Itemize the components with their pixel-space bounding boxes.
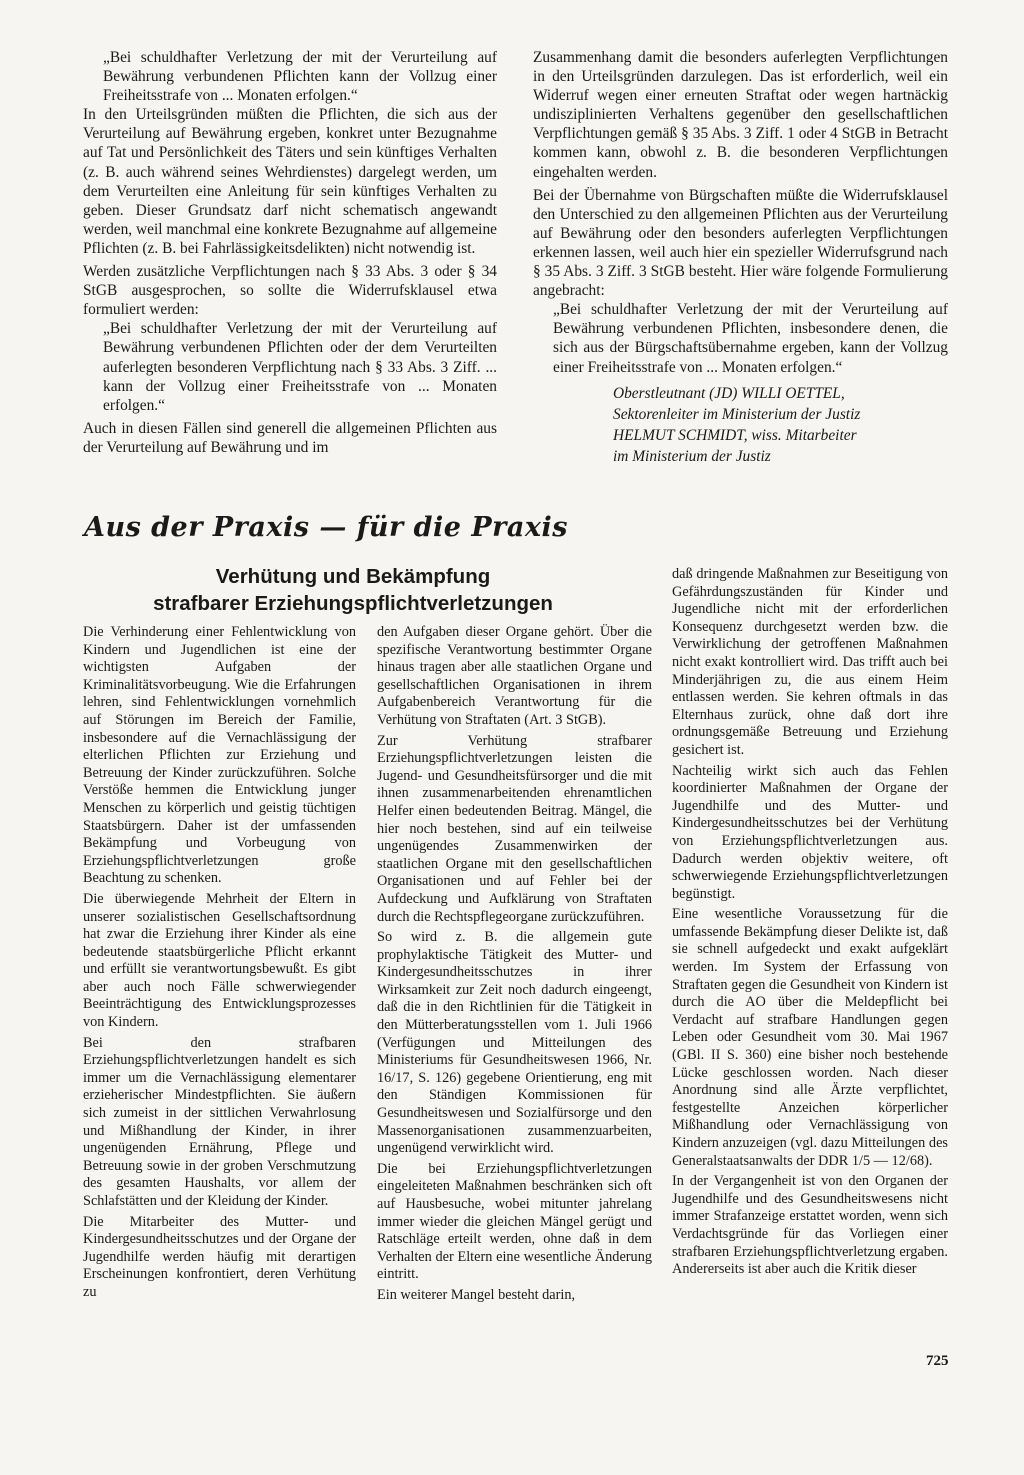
body-paragraph: So wird z. B. die allgemein gute prophylaktische Tätigkeit des Mutter- und Kindergesundheitsschutzes in ihrer Wirksamkeit zur Zeit noch dadurch eingeengt, daß die in den Richtlinien für die Tätigkeit in den Mütterberatungsstellen vom 1. Juli 1966 (Verfügungen und Mitteilungen des Ministeriums für Gesundheitswesen 1966, Nr. 16/17, S. 126) gegebene Orientierung, eng mit den Ständigen Kommissionen für Gesundheitswesen und Sozialfürsorge und den Massenorganisationen zusammenzuarbeiten, ungenügend verwirklicht wird. [377,929,652,1157]
section-rubric: Aus der Praxis — für die Praxis [84,512,568,543]
body-paragraph: Die bei Erziehungspflichtverletzungen eingeleiteten Maßnahmen beschränken sich oft auf Hausbesuche, wobei mitunter jahrelang immer wieder die gleichen Mängel gerügt und Ratschläge erteilt werden, ohne daß in dem Verhalten der Eltern eine wesentliche Änderung eintritt. [377,1160,652,1283]
article-headline [84,563,622,617]
top-left-column [83,48,497,457]
body-paragraph: Eine wesentliche Voraussetzung für die umfassende Bekämpfung dieser Delikte ist, daß sie schnell aufgedeckt und exakt aufgeklärt werden. Im System der Erfassung von Straftaten gegen die Gesundheit von Kindern ist durch die AO über die Meldepflicht bei Verdacht auf strafbare Handlungen gegen Leben oder Gesundheit vom 30. Mai 1967 (GBl. II S. 360) eine bisher noch bestehende Lücke geschlossen worden. Nach dieser Anordnung sind alle Ärzte verpflichtet, festgestellte Anzeichen körperlicher Mißhandlung oder Vernachlässigung von Kindern anzuzeigen (vgl. dazu Mitteilungen des Generalstaatsanwalts der DDR 1/5 — 12/68). [672,906,948,1169]
headline-line: Verhütung und Bekämpfung [215,565,491,588]
body-paragraph: Die Mitarbeiter des Mutter- und Kindergesundheitsschutzes und der Organe der Jugendhilfe werden häufig mit derartigen Erscheinungen konfrontiert, deren Verhütung zu [83,1213,356,1300]
top-right-column [533,48,948,467]
author-line: Oberstleutnant (JD) WILLI OETTEL, [613,384,845,402]
author-line: Sektorenleiter im Ministerium der Justiz [613,405,861,423]
article-column-1 [83,624,356,1302]
body-paragraph: In den Urteilsgründen müßten die Pflichten, die sich aus der Verurteilung auf Bewährung ergeben, konkret unter Bezugnahme auf Tat und Persönlichkeit des Täters und sein künftiges Verhalten (z. B. auch während seines Wehrdienstes) dargelegt werden, um dem Verurteilten eine Anleitung für sein künftiges Verhalten zu geben. Dieser Grundsatz darf nicht schematisch angewandt werden, weil manchmal eine konkrete Bezugnahme auf allgemeine Pflichten (z. B. bei Fahrlässigkeitsdelikten) nicht notwendig ist. [83,106,497,257]
body-paragraph: Ein weiterer Mangel besteht darin, [377,1286,576,1303]
body-paragraph: In der Vergangenheit ist von den Organen der Jugendhilfe und des Gesundheitswesens nicht immer Strafanzeige erstattet worden, wenn sich Verdachtsgründe für das Vorliegen einer strafbaren Erziehungspflichtverletzung ergaben. Andererseits ist aber auch die Kritik dieser [672,1173,948,1278]
body-paragraph: Bei den strafbaren Erziehungspflichtverletzungen handelt es sich immer um die Vernachlässigung elementarer erzieherischer Mindestpflichten. Sie äußern sich zumeist in der sittlichen Verwahrlosung und Mißhandlung der Kinder, in ihrer ungenügenden Ernährung, Pflege und Betreuung sowie in der groben Verschmutzung des gesamten Haushalts, vor allem der Schlafstätten und der Kleidung der Kinder. [83,1034,356,1209]
body-paragraph: Zur Verhütung strafbarer Erziehungspflichtverletzungen leisten die Jugend- und Gesundheitsfürsorger und die mit ihnen zusammenarbeitenden ehrenamtlichen Helfer einen bedeutenden Beitrag. Mängel, die hier noch bestehen, sind auf ein teilweise ungenügendes Zusammenwirken der staatlichen Organe mit den gesellschaftlichen Organisationen und auf Fehler bei der Aufdeckung und Aufklärung von Straftaten durch die Rechtspflegeorgane zurückzuführen. [377,732,652,925]
body-paragraph: Werden zusätzliche Verpflichtungen nach § 33 Abs. 3 oder § 34 StGB ausgesprochen, so sollte die Widerrufsklausel etwa formuliert werden: [83,263,497,319]
article-column-2 [377,624,652,1305]
quote-paragraph: „Bei schuldhafter Verletzung der mit der Verurteilung auf Bewährung verbundenen Pflichten, insbesondere denen, die sich aus der Bürgschaftsübernahme ergeben, kann der Vollzug einer Freiheitsstrafe von ... Monaten erfolgen.“ [553,301,948,376]
quote-paragraph: „Bei schuldhafter Verletzung der mit der Verurteilung auf Bewährung verbundenen Pflichten oder der dem Verurteilten auferlegten besonderen Verpflichtung nach § 33 Abs. 3 Ziff. ... kann der Vollzug einer Freiheitsstrafe von ... Monaten erfolgen.“ [103,320,497,414]
quote-paragraph: „Bei schuldhafter Verletzung der mit der Verurteilung auf Bewährung verbundenen Pflichten kann der Vollzug einer Freiheitsstrafe von ... Monaten erfolgen.“ [103,49,497,105]
author-line: HELMUT SCHMIDT, wiss. Mitarbeiter [613,426,857,444]
body-paragraph: den Aufgaben dieser Organe gehört. Über die spezifische Verantwortung bestimmter Organe hinaus tragen aber alle staatlichen Organe und gesellschaftlichen Organisationen in ihrem Aufgabenbereich Verantwortung für die Verhütung von Straftaten (Art. 3 StGB). [377,624,652,728]
author-line: im Ministerium der Justiz [613,447,771,465]
body-paragraph: daß dringende Maßnahmen zur Beseitigung von Gefährdungszuständen für Kinder und Jugendliche nicht mit der erforderlichen Konsequenz durchgesetzt werden bzw. die Verwirklichung der getroffenen Maßnahmen nicht exakt kontrolliert wird. Das trifft auch bei Minderjährigen zu, die aus einem Heim entlassen werden. Sie kehren oftmals in das Elternhaus zurück, ohne daß dort ihre ordnungsgemäße Betreuung und Erziehung gesichert ist. [672,566,948,758]
article-column-3 [672,566,948,1279]
author-signature [533,383,948,467]
body-paragraph: Die Verhinderung einer Fehlentwicklung von Kindern und Jugendlichen ist eine der wichtigsten Aufgaben der Kriminalitätsvorbeugung. Wie die Erfahrungen lehren, sind Fehlentwicklungen vornehmlich auf Störungen im Bereich der Familie, insbesondere auf die Vernachlässigung der elterlichen Pflichten zur Erziehung und Betreuung der Kinder zurückzuführen. Solche Verstöße hemmen die Entwicklung junger Menschen zu körperlich und geistig tüchtigen Staatsbürgern. Daher ist der umfassenden Bekämpfung und Vorbeugung von Erziehungspflichtverletzungen große Beachtung zu schenken. [83,624,356,887]
body-paragraph: Nachteilig wirkt sich auch das Fehlen koordinierter Maßnahmen der Organe der Jugendhilfe und des Mutter- und Kindergesundheitsschutzes bei der Verhütung von Erziehungspflichtverletzungen aus. Dadurch werden objektiv weitere, oft schwerwiegende Erziehungspflichtverletzungen begünstigt. [672,762,948,902]
body-paragraph: Bei der Übernahme von Bürgschaften müßte die Widerrufsklausel den Unterschied zu den allgemeinen Pflichten aus der Verurteilung auf Bewährung oder den besonders auferlegten Verpflichtungen erkennen lassen, weil auch hier ein spezieller Widerrufsgrund nach § 35 Abs. 3 Ziff. 3 StGB besteht. Hier wäre folgende Formulierung angebracht: [533,186,948,300]
body-paragraph: Zusammenhang damit die besonders auferlegten Verpflichtungen in den Urteilsgründen darzulegen. Das ist erforderlich, weil ein Widerruf wegen einer erneuten Straftat oder wegen hartnäckig undisziplinierten Verhaltens gegenüber den gesellschaftlichen Verpflichtungen gemäß § 35 Abs. 3 Ziff. 1 oder 4 StGB in Betracht kommen kann, obwohl z. B. die besonderen Verpflichtungen eingehalten werden. [533,49,948,181]
headline-line: strafbarer Erziehungspflichtverletzungen [153,592,553,615]
body-paragraph: Die überwiegende Mehrheit der Eltern in unserer sozialistischen Gesellschaftsordnung hat zwar die Erziehung ihrer Kinder als eine bedeutende staatsbürgerliche Pflicht erkannt und erfüllt sie verantwortungsbewußt. Es gibt aber auch noch Fälle schwerwiegender Beeinträchtigung des Entwicklungsprozesses von Kindern. [83,890,356,1031]
page-number: 725 [926,1353,949,1369]
body-paragraph: Auch in diesen Fällen sind generell die allgemeinen Pflichten aus der Verurteilung auf Bewährung und im [83,419,497,456]
